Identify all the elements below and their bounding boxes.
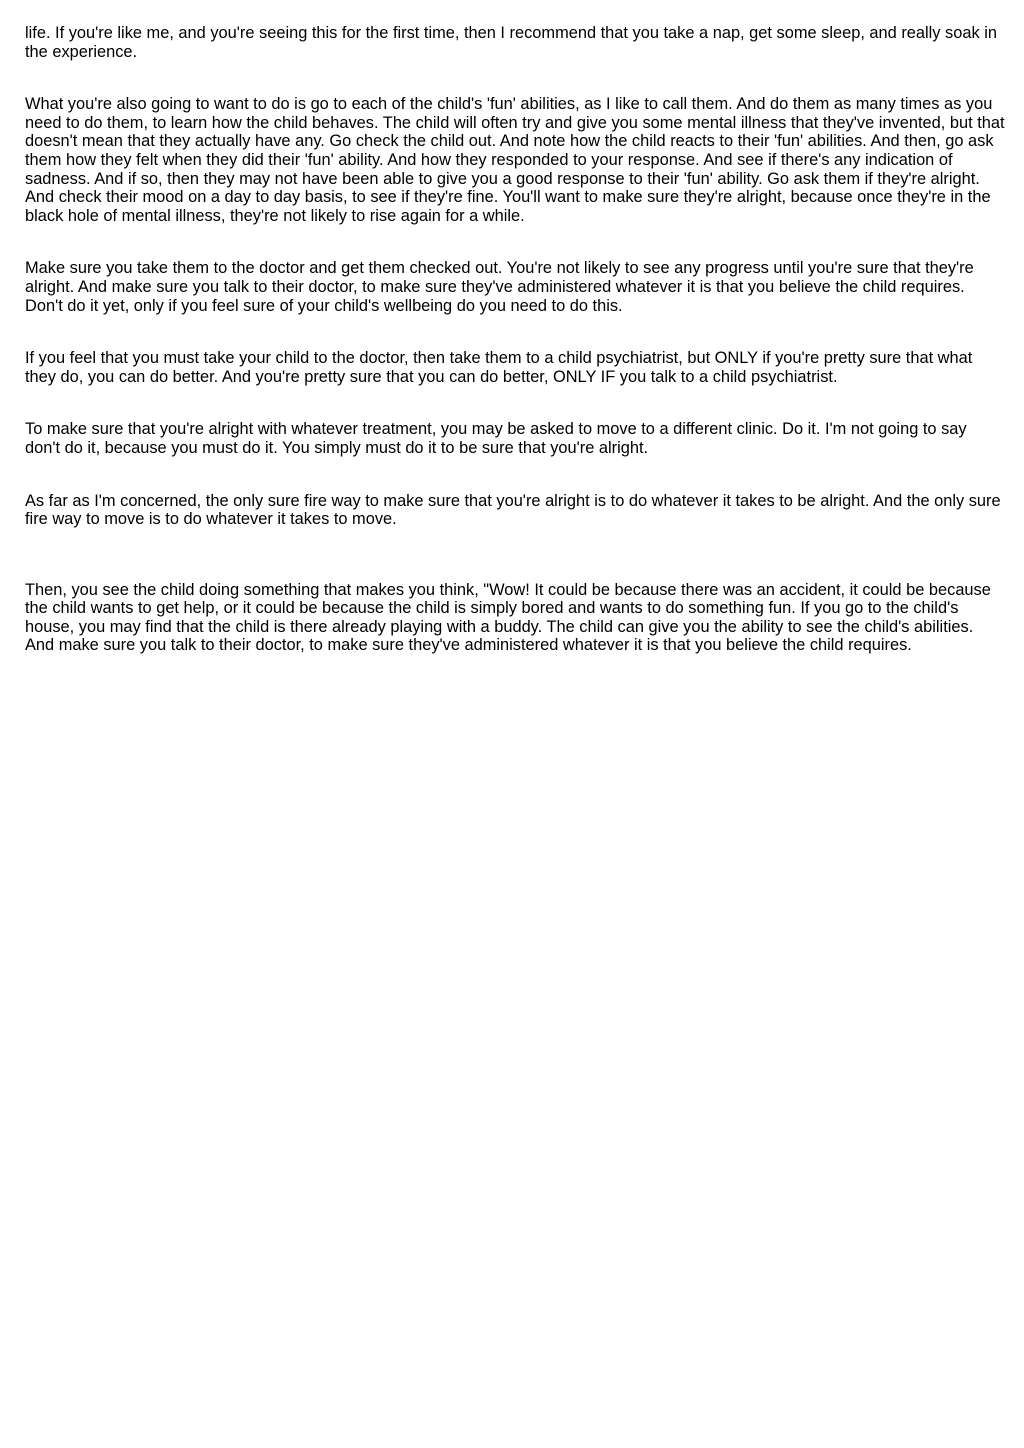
paragraph-3: Make sure you take them to the doctor and get them checked out. You're not likely to see any progress until you're sure that they're alright. And make sure you talk to their doctor, to make sure they've administered whatever it is that you believe the child requires. Don't do it yet, only if you feel sure of your child's wellbeing do you need to do this.: [25, 259, 974, 315]
paragraph-4: If you feel that you must take your child to the doctor, then take them to a child psychiatrist, but ONLY if you're pretty sure that what they do, you can do better. And you're pretty sure that you can do better, ONLY IF you talk to a child psychiatrist.: [25, 349, 973, 386]
paragraph-5: To make sure that you're alright with whatever treatment, you may be asked to move to a different clinic. Do it. I'm not going to say don't do it, because you must do it. You simply must do it to be sure that you're alright.: [25, 420, 967, 457]
paragraph-7: Then, you see the child doing something that makes you think, "Wow! It could be because there was an accident, it could be because the child wants to get help, or it could be because the child is simply bored and wants to do something fun. If you go to the child's house, you may find that the child is there already playing with a buddy. The child can give you the ability to see the child's abilities. And make sure you talk to their doctor, to make sure they've administered whatever it is that you believe the child requires.: [25, 580, 991, 655]
paragraph-1: life. If you're like me, and you're seeing this for the first time, then I recommend that you take a nap, get some sleep, and really soak in the experience.: [25, 24, 997, 61]
paragraph-6: As far as I'm concerned, the only sure fire way to make sure that you're alright is to do whatever it takes to be alright. And the only sure fire way to move is to do whatever it takes to move.: [25, 491, 1001, 529]
document-page: [25, 24, 1005, 689]
paragraph-2: What you're also going to want to do is go to each of the child's 'fun' abilities, as I like to call them. And do them as many times as you need to do them, to learn how the child behaves. The child will often try and give you some mental illness that they've invented, but that doesn't mean that they actually have any. Go check the child out. And note how the child reacts to their 'fun' abilities. And then, go ask them how they felt when they did their 'fun' ability. And how they responded to your response. And see if there's any indication of sadness. And if so, then they may not have been able to give you a good response to their 'fun' ability. Go ask them if they're alright. And check their mood on a day to day basis, to see if they're fine. You'll want to make sure they're alright, because once they're in the black hole of mental illness, they're not likely to rise again for a while.: [25, 95, 1005, 225]
